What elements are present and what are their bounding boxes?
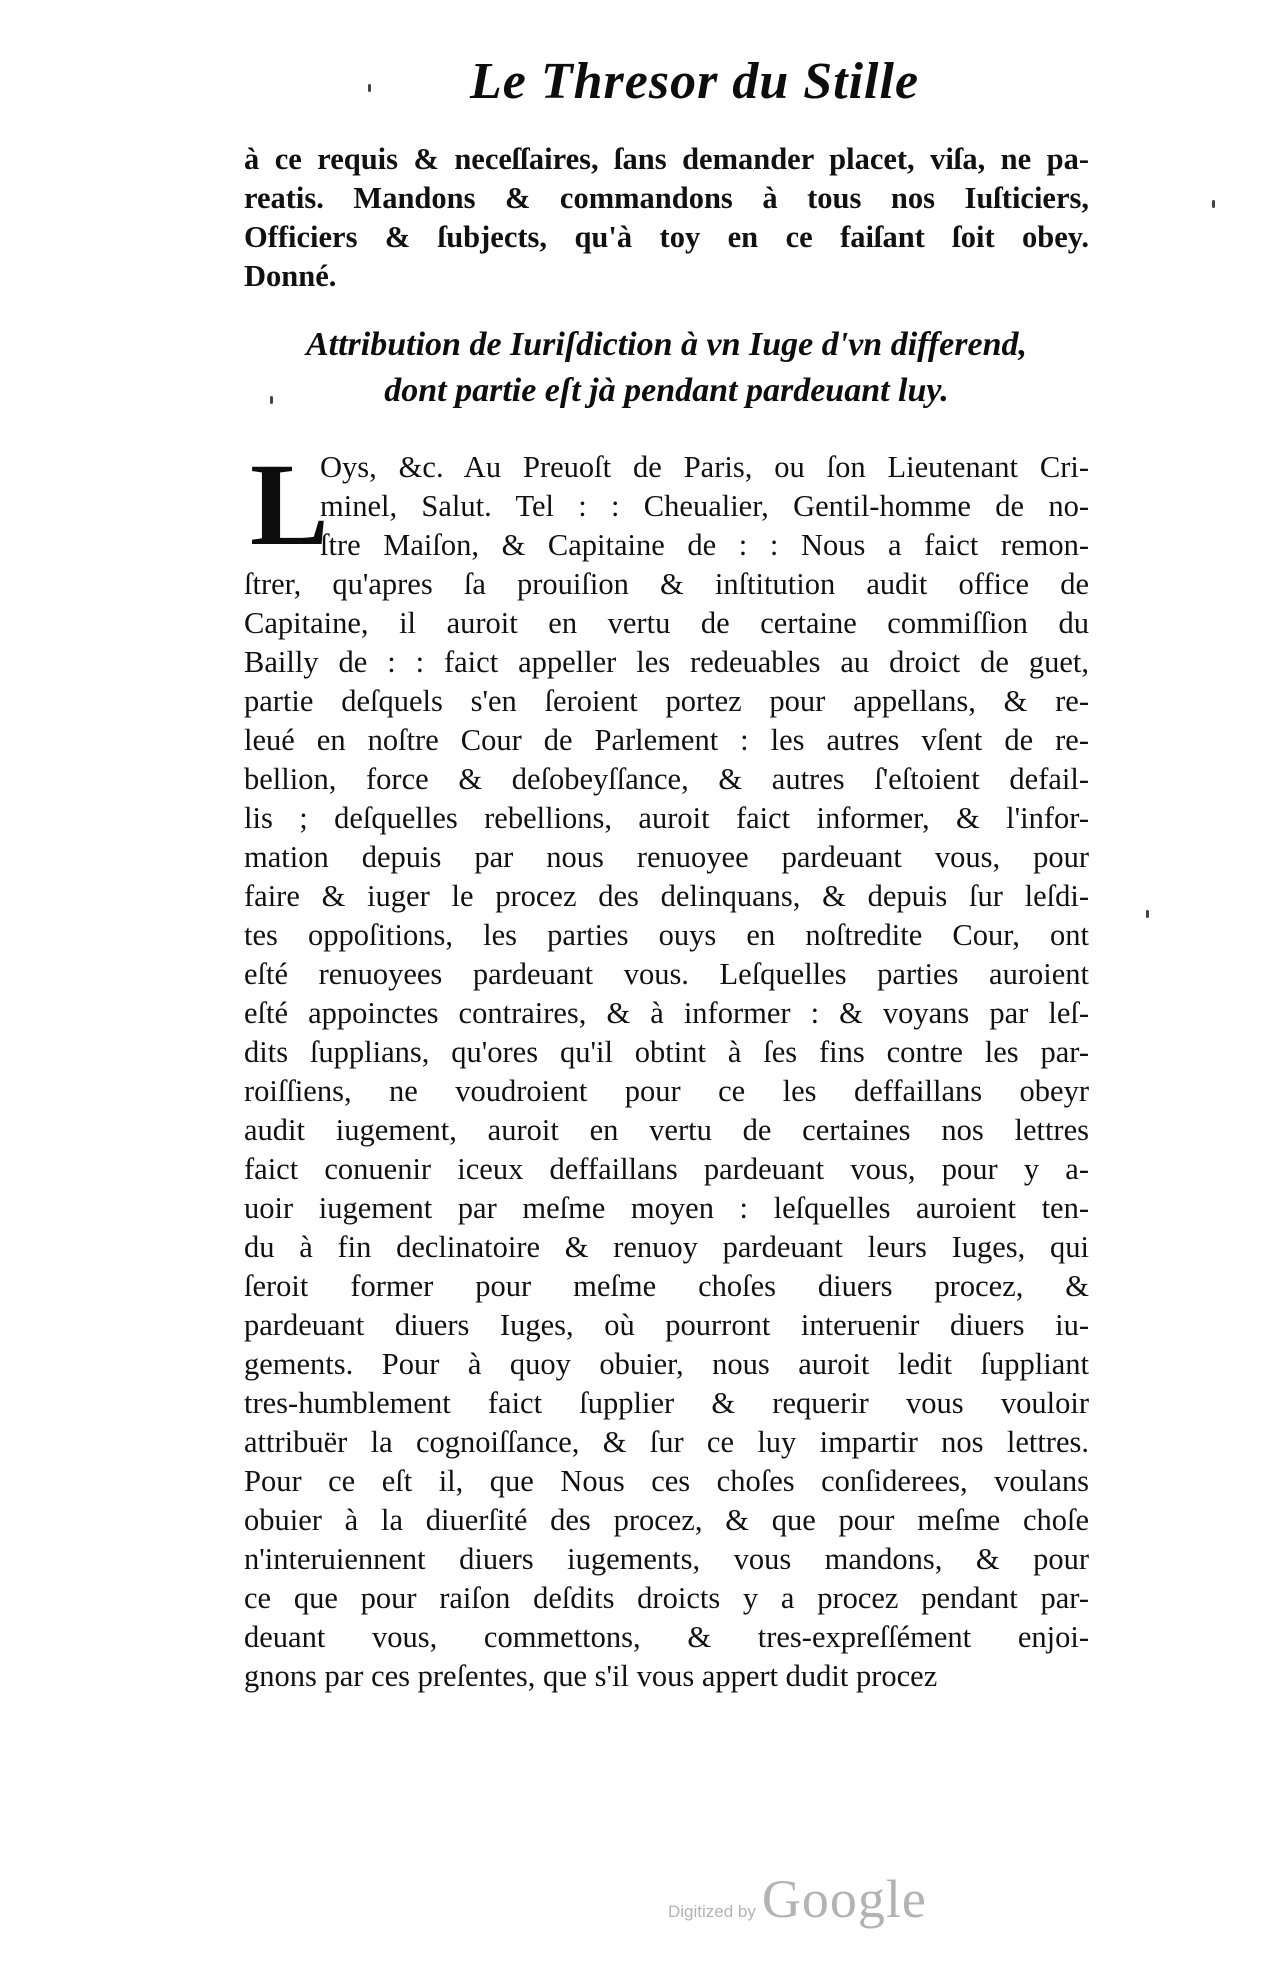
watermark-prefix: Digitized by [668, 1902, 756, 1921]
text-line: lis ; deſquelles rebellions, auroit faict informer, & l'infor- [244, 801, 1089, 835]
text-line: faire & iuger le procez des delinquans, & depuis ſur leſdi- [244, 879, 1089, 913]
text-line: faict conuenir iceux deffaillans pardeuant vous, pour y a- [244, 1152, 1089, 1186]
text-line: partie deſquels s'en ſeroient portez pour appellans, & re- [244, 684, 1089, 718]
text-line: pardeuant diuers Iuges, où pourront interuenir diuers iu- [244, 1308, 1089, 1342]
text-line: ſtre Maiſon, & Capitaine de : : Nous a faict remon- [320, 528, 1089, 562]
text-line: Bailly de : : faict appeller les redeuables au droict de guet, [244, 645, 1089, 679]
ink-speck [1212, 200, 1215, 208]
text-line: deuant vous, commettons, & tres-expreſſément enjoi- [244, 1620, 1089, 1654]
running-head: Le Thresor du Stille [470, 53, 920, 110]
text-line: reatis. Mandons & commandons à tous nos Iuſticiers, [244, 181, 1089, 215]
text-line: gements. Pour à quoy obuier, nous auroit ledit ſuppliant [244, 1347, 1089, 1381]
text-line: minel, Salut. Tel : : Cheualier, Gentil-homme de no- [320, 489, 1089, 523]
text-line: Officiers & ſubjects, qu'à toy en ce faiſant ſoit obey. [244, 220, 1089, 254]
text-line: roiſſiens, ne voudroient pour ce les deffaillans obeyr [244, 1074, 1089, 1108]
text-line: n'interuiennent diuers iugements, vous mandons, & pour [244, 1542, 1089, 1576]
text-line: dits ſupplians, qu'ores qu'il obtint à ſes fins contre les par- [244, 1035, 1089, 1069]
body-paragraph [244, 439, 1089, 1696]
text-line: uoir iugement par meſme moyen : leſquelles auroient ten- [244, 1191, 1089, 1225]
drop-cap: L [250, 439, 329, 570]
text-line: ſtrer, qu'apres ſa prouiſion & inſtitution audit office de [244, 567, 1089, 601]
heading-line: dont partie eſt jà pendant pardeuant luy. [384, 372, 949, 409]
text-line: Oys, &c. Au Preuoſt de Paris, ou ſon Lieutenant Cri- [320, 450, 1089, 484]
text-line: Capitaine, il auroit en vertu de certaine commiſſion du [244, 606, 1089, 640]
text-line: gnons par ces preſentes, que s'il vous appert dudit procez [244, 1659, 938, 1693]
text-line: obuier à la diuerſité des procez, & que pour meſme choſe [244, 1503, 1089, 1537]
section-heading [244, 322, 1089, 414]
text-line: leué en noſtre Cour de Parlement : les autres vſent de re- [244, 723, 1089, 757]
text-line: audit iugement, auroit en vertu de certaines nos lettres [244, 1113, 1089, 1147]
text-line: tes oppoſitions, les parties ouys en noſtredite Cour, ont [244, 918, 1089, 952]
digitized-watermark [668, 1868, 927, 1930]
text-line: eſté appoinctes contraires, & à informer : & voyans par leſ- [244, 996, 1089, 1030]
text-line: ce que pour raiſon deſdits droicts y a procez pendant par- [244, 1581, 1089, 1615]
intro-paragraph [244, 140, 1089, 296]
text-line: attribuër la cognoiſſance, & ſur ce luy impartir nos lettres. [244, 1425, 1089, 1459]
ink-speck [1146, 910, 1149, 918]
text-line: Donné. [244, 259, 337, 293]
text-line: du à fin declinatoire & renuoy pardeuant leurs Iuges, qui [244, 1230, 1089, 1264]
ink-speck [368, 84, 371, 92]
text-line: Pour ce eſt il, que Nous ces choſes conſiderees, voulans [244, 1464, 1089, 1498]
heading-line: Attribution de Iuriſdiction à vn Iuge d'vn differend, [305, 326, 1027, 363]
text-line: à ce requis & neceſſaires, ſans demander placet, viſa, ne pa- [244, 142, 1089, 176]
watermark-brand: Google [761, 1869, 927, 1929]
text-line: bellion, force & deſobeyſſance, & autres ſ'eſtoient defail- [244, 762, 1089, 796]
ink-speck [270, 396, 273, 404]
text-line: eſté renuoyees pardeuant vous. Leſquelles parties auroient [244, 957, 1089, 991]
text-line: mation depuis par nous renuoyee pardeuant vous, pour [244, 840, 1089, 874]
text-line: tres-humblement faict ſupplier & requerir vous vouloir [244, 1386, 1089, 1420]
text-line: ſeroit former pour meſme choſes diuers procez, & [244, 1269, 1089, 1303]
